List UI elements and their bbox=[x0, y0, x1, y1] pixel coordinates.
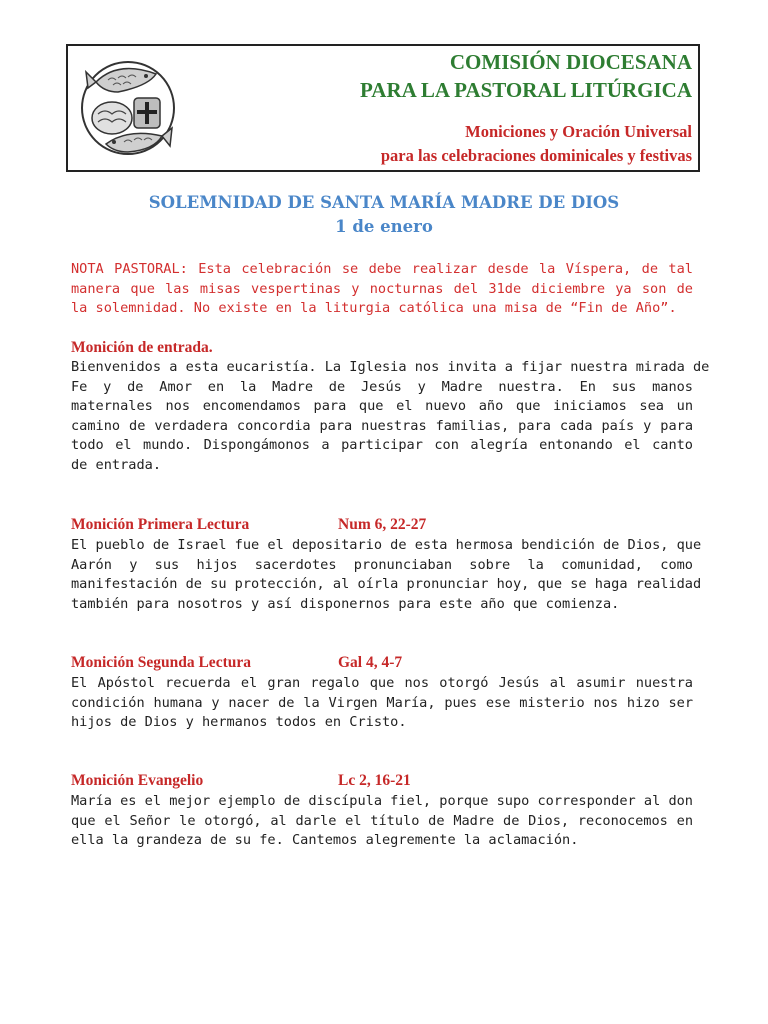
section-reference-primera-lectura: Num 6, 22-27 bbox=[338, 516, 427, 533]
header-subtitle-line1: Moniciones y Oración Universal bbox=[465, 122, 692, 141]
body-line: Fe y de Amor en la Madre de Jesús y Madre nuestra. En sus manos bbox=[71, 378, 693, 395]
section-body-primera-lectura bbox=[71, 536, 702, 614]
fish-and-bread-logo-icon bbox=[78, 52, 178, 164]
body-line: El pueblo de Israel fue el depositario de esta hermosa bendición de Dios, que bbox=[71, 537, 702, 553]
body-line: camino de verdadera concordia para nuestras familias, para cada país y para bbox=[71, 417, 693, 434]
note-line: manera que las misas vespertinas y nocturnas del 31de diciembre ya son de bbox=[71, 280, 693, 297]
body-line: manifestación de su protección, al oírla pronunciar hoy, que se haga realidad bbox=[71, 576, 702, 592]
body-line: Aarón y sus hijos sacerdotes pronunciaban sobre la comunidad, como bbox=[71, 556, 693, 573]
body-line: que el Señor le otorgó, al darle el título de Madre de Dios, reconocemos en bbox=[71, 812, 693, 829]
header-box bbox=[66, 44, 700, 172]
section-body-segunda-lectura bbox=[71, 674, 693, 733]
document-date: 1 de enero bbox=[335, 217, 433, 236]
header-title-line2: PARA LA PASTORAL LITÚRGICA bbox=[360, 78, 692, 102]
section-body-evangelio bbox=[71, 792, 693, 851]
document-title: SOLEMNIDAD DE SANTA MARÍA MADRE DE DIOS bbox=[148, 193, 620, 212]
body-line: ella la grandeza de su fe. Cantemos alegremente la aclamación. bbox=[71, 832, 579, 848]
header-title-line1: COMISIÓN DIOCESANA bbox=[449, 50, 692, 74]
body-line: El Apóstol recuerda el gran regalo que nos otorgó Jesús al asumir nuestra bbox=[71, 675, 693, 691]
section-heading-primera-lectura: Monición Primera Lectura bbox=[71, 516, 250, 533]
body-line: de entrada. bbox=[71, 456, 162, 473]
body-line: también para nosotros y así disponernos para este año que comienza. bbox=[71, 595, 620, 612]
pastoral-note bbox=[71, 260, 693, 319]
note-line: NOTA PASTORAL: Esta celebración se debe realizar desde la Víspera, de tal bbox=[71, 261, 693, 277]
body-line: todo el mundo. Dispongámonos a participar con alegría entonando el canto bbox=[71, 437, 693, 453]
section-heading-evangelio: Monición Evangelio bbox=[71, 772, 204, 789]
note-line: la solemnidad. No existe en la liturgia católica una misa de “Fin de Año”. bbox=[71, 300, 677, 316]
body-line: condición humana y nacer de la Virgen María, pues ese misterio nos hizo ser bbox=[71, 694, 693, 711]
body-line: maternales nos encomendamos para que el nuevo año que iniciamos sea un bbox=[71, 398, 693, 414]
section-heading-segunda-lectura: Monición Segunda Lectura bbox=[71, 654, 251, 671]
section-body-entrada bbox=[71, 358, 710, 475]
section-reference-evangelio: Lc 2, 16-21 bbox=[338, 772, 411, 789]
section-heading-entrada: Monición de entrada. bbox=[71, 339, 213, 356]
section-reference-segunda-lectura: Gal 4, 4-7 bbox=[338, 654, 403, 671]
header-subtitle-line2: para las celebraciones dominicales y festivas bbox=[380, 146, 692, 165]
body-line: hijos de Dios y hermanos todos en Cristo. bbox=[71, 714, 407, 730]
body-line: María es el mejor ejemplo de discípula fiel, porque supo corresponder al don bbox=[71, 793, 693, 809]
body-line: Bienvenidos a esta eucaristía. La Iglesia nos invita a fijar nuestra mirada de bbox=[71, 359, 710, 375]
